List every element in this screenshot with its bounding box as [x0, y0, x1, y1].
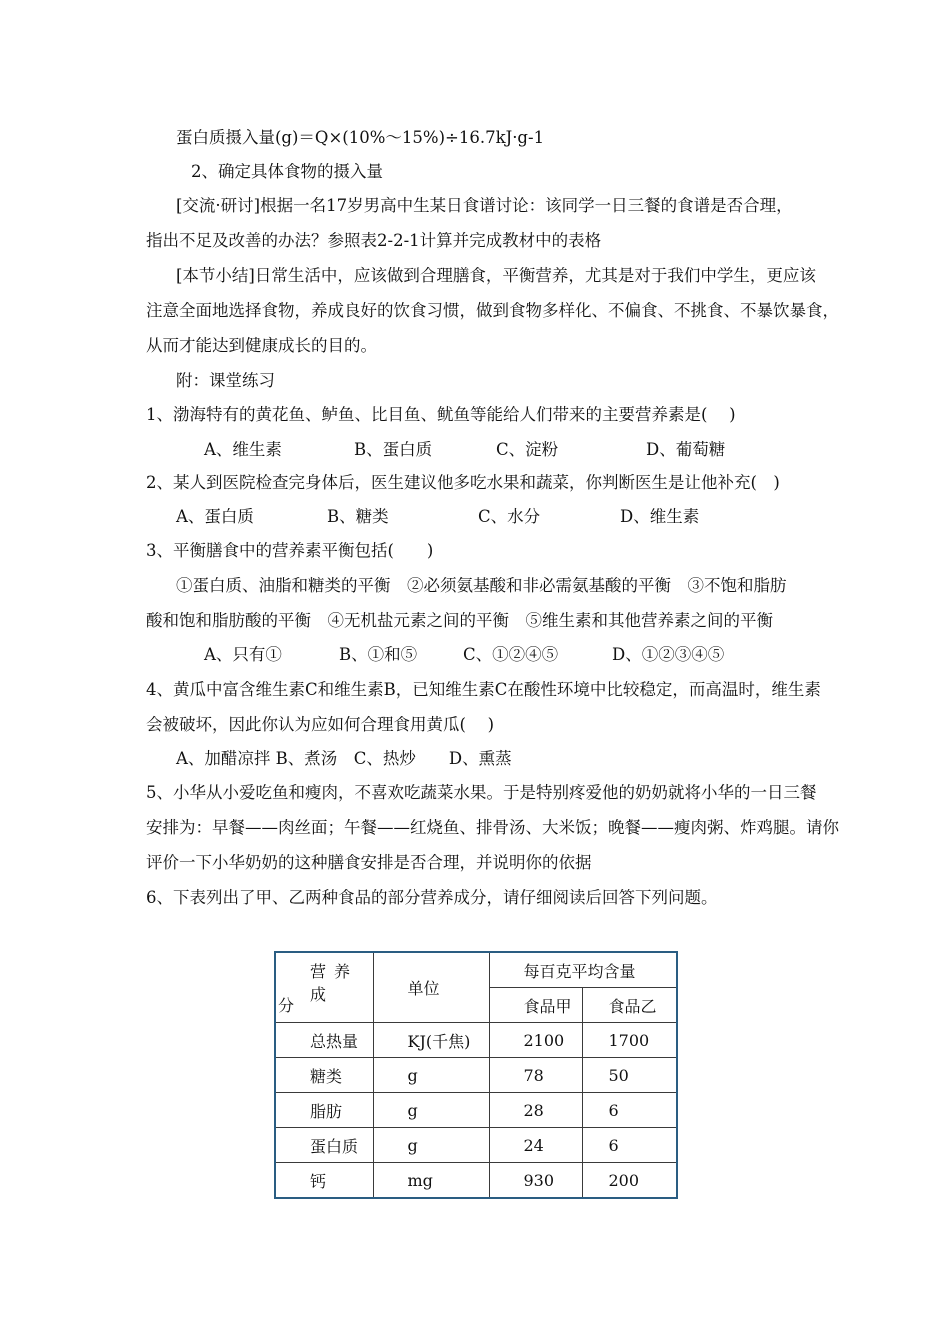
header-nutrient-top: 营养成: [310, 962, 359, 1004]
summary-line-3: 从而才能达到健康成长的目的。: [146, 336, 377, 355]
question-6: 6、下表列出了甲、乙两种食品的部分营养成分，请仔细阅读后回答下列问题。: [146, 888, 718, 907]
q3-option-d: D、①②③④⑤: [612, 645, 725, 664]
table-row: [275, 1023, 677, 1058]
nutrient-unit: mg: [373, 1163, 489, 1199]
header-food-a: 食品甲: [489, 988, 582, 1023]
header-average-content: 每百克平均含量: [489, 952, 677, 988]
question-5-line-3: 评价一下小华奶奶的这种膳食安排是否合理，并说明你的依据: [146, 853, 592, 872]
nutrient-unit: g: [373, 1128, 489, 1163]
nutrient-unit: KJ(千焦): [373, 1023, 489, 1058]
nutrient-name: 脂肪: [275, 1093, 373, 1128]
step-2-heading: 2、确定具体食物的摄入量: [191, 162, 383, 181]
q3-statement-line-2: 酸和饱和脂肪酸的平衡 ④无机盐元素之间的平衡 ⑤维生素和其他营养素之间的平衡: [146, 611, 773, 630]
question-3: 3、平衡膳食中的营养素平衡包括( ): [146, 541, 434, 560]
q1-option-c: C、淀粉: [496, 440, 559, 459]
food-b-value: 1700: [582, 1023, 677, 1058]
food-b-value: 50: [582, 1058, 677, 1093]
nutrient-name: 糖类: [275, 1058, 373, 1093]
q2-option-d: D、维生素: [620, 507, 700, 526]
header-nutrient: [275, 952, 373, 1023]
table-row: [275, 1128, 677, 1163]
food-a-value: 2100: [489, 1023, 582, 1058]
question-4-line-2: 会被破坏，因此你认为应如何合理食用黄瓜( ): [146, 715, 495, 734]
q3-option-c: C、①②④⑤: [463, 645, 559, 664]
q2-option-a: A、蛋白质: [176, 507, 254, 526]
discussion-line-1: [交流·研讨]根据一名17岁男高中生某日食谱讨论：该同学一日三餐的食谱是否合理，: [176, 196, 793, 215]
food-a-value: 24: [489, 1128, 582, 1163]
food-b-value: 200: [582, 1163, 677, 1199]
nutrient-name: 钙: [275, 1163, 373, 1199]
summary-line-2: 注意全面地选择食物，养成良好的饮食习惯，做到食物多样化、不偏食、不挑食、不暴饮暴食，: [146, 301, 839, 320]
header-nutrient-bottom: 分: [278, 996, 295, 1015]
food-a-value: 78: [489, 1058, 582, 1093]
question-2: 2、某人到医院检查完身体后，医生建议他多吃水果和蔬菜，你判断医生是让他补充( ): [146, 473, 780, 492]
q2-option-c: C、水分: [478, 507, 541, 526]
table-row: [275, 1163, 677, 1199]
table-row: [275, 1093, 677, 1128]
q4-options: A、加醋凉拌 B、煮汤 C、热炒 D、熏蒸: [176, 749, 512, 768]
q3-option-a: A、只有①: [204, 645, 282, 664]
question-1: 1、渤海特有的黄花鱼、鲈鱼、比目鱼、鱿鱼等能给人们带来的主要营养素是( ): [146, 405, 736, 424]
summary-line-1: [本节小结]日常生活中，应该做到合理膳食，平衡营养，尤其是对于我们中学生，更应该: [176, 266, 816, 285]
food-b-value: 6: [582, 1093, 677, 1128]
table-header-row-1: [275, 952, 677, 988]
table-row: [275, 1058, 677, 1093]
q1-option-b: B、蛋白质: [354, 440, 433, 459]
food-a-value: 28: [489, 1093, 582, 1128]
question-4-line-1: 4、黄瓜中富含维生素C和维生素B，已知维生素C在酸性环境中比较稳定，而高温时，维生素: [146, 680, 821, 699]
header-unit: 单位: [373, 952, 489, 1023]
header-food-b: 食品乙: [582, 988, 677, 1023]
nutrition-table: [274, 951, 678, 1199]
question-5-line-2: 安排为：早餐——肉丝面；午餐——红烧鱼、排骨汤、大米饭；晚餐——瘦肉粥、炸鸡腿。请你: [146, 818, 839, 837]
q3-option-b: B、①和⑤: [339, 645, 418, 664]
nutrient-name: 总热量: [275, 1023, 373, 1058]
nutrient-unit: g: [373, 1058, 489, 1093]
q1-option-d: D、葡萄糖: [646, 440, 726, 459]
protein-formula: 蛋白质摄入量(g)＝Q×(10%～15%)÷16.7kJ·g-1: [176, 128, 545, 147]
q1-option-a: A、维生素: [204, 440, 282, 459]
q3-statement-line-1: ①蛋白质、油脂和糖类的平衡 ②必须氨基酸和非必需氨基酸的平衡 ③不饱和脂肪: [176, 576, 787, 595]
food-a-value: 930: [489, 1163, 582, 1199]
appendix-heading: 附：课堂练习: [176, 371, 275, 390]
nutrient-name: 蛋白质: [275, 1128, 373, 1163]
discussion-line-2: 指出不足及改善的办法？参照表2-2-1计算并完成教材中的表格: [146, 231, 602, 250]
q2-option-b: B、糖类: [327, 507, 389, 526]
food-b-value: 6: [582, 1128, 677, 1163]
question-5-line-1: 5、小华从小爱吃鱼和瘦肉，不喜欢吃蔬菜水果。于是特别疼爱他的奶奶就将小华的一日三餐: [146, 783, 817, 802]
nutrient-unit: g: [373, 1093, 489, 1128]
